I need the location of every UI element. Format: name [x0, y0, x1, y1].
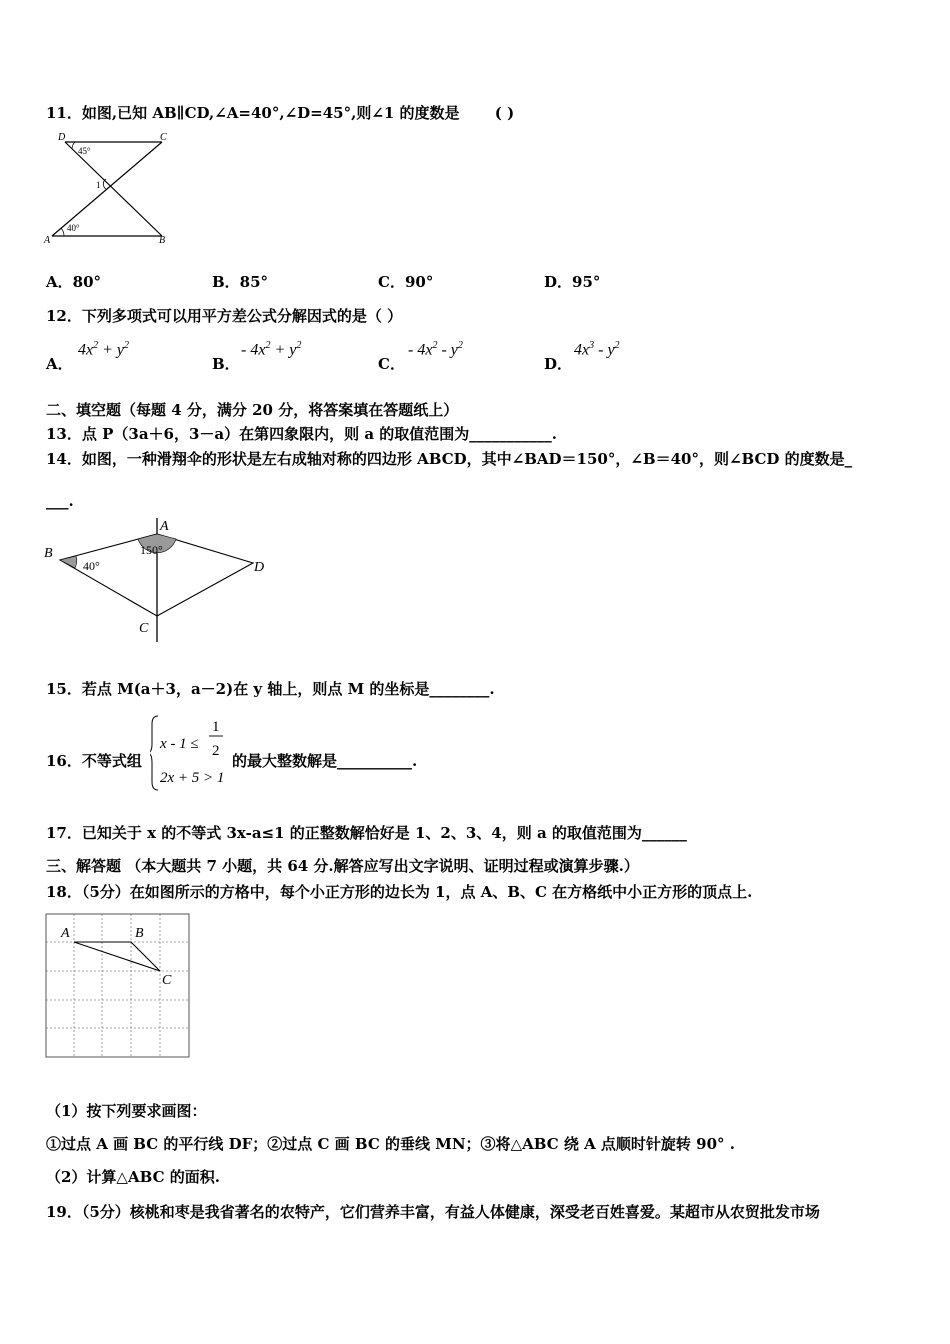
triangle-abc: [74, 942, 160, 971]
q11-stem: [46, 103, 514, 123]
q12-d-pre: 4x: [574, 341, 590, 359]
q12-c-mid: - y: [437, 341, 458, 359]
q12-a-sup1: 2: [93, 340, 99, 351]
q12-c-sup2: 2: [457, 340, 463, 351]
q12-option-d-expr: [574, 340, 620, 359]
q12-c-pre: - 4x: [408, 341, 433, 359]
label-c: C: [162, 973, 172, 988]
label-angle-150: 150°: [140, 543, 163, 557]
q14-figure: [40, 512, 280, 642]
q14-text: 14．如图，一种滑翔伞的形状是左右成轴对称的四边形 ABCD，其中∠BAD＝150°，∠B＝40°，则∠BCD 的度数是_: [46, 450, 853, 468]
q16-system: [150, 714, 240, 792]
q16-frac-den: 2: [212, 743, 220, 759]
label-b: B: [135, 926, 144, 941]
q19-text: 19．（5分）核桃和枣是我省著名的农特产，它们营养丰富，有益人体健康，深受老百姓喜爱。某超市从农贸批发市场: [46, 1203, 820, 1221]
q12-option-b-label[interactable]: B．: [212, 355, 240, 373]
q16-ineq1: x - 1 ≤: [160, 736, 199, 752]
q18-grid-figure: [44, 912, 192, 1060]
q12-c-sup1: 2: [432, 340, 438, 351]
angle-1-arc: [103, 179, 106, 189]
label-angle-40: 40°: [67, 223, 80, 233]
q15-text: 15．若点 M(a＋3，a－2)在 y 轴上，则点 M 的坐标是________.: [46, 680, 495, 698]
q12-b-sup1: 2: [265, 340, 271, 351]
q12-a-pre: 4x: [78, 341, 94, 359]
q12-d-mid: - y: [594, 341, 615, 359]
label-d: D: [254, 560, 265, 575]
q16-ineq2: 2x + 5 > 1: [160, 770, 225, 786]
q11-option-c[interactable]: C．90°: [378, 273, 434, 291]
q12-option-a-label[interactable]: A．: [46, 355, 73, 373]
q12-b-mid: + y: [270, 341, 297, 359]
label-a: A: [160, 519, 169, 534]
label-angle-1: 1: [96, 180, 101, 190]
q12-option-c-label[interactable]: C．: [378, 355, 405, 373]
q12-option-d-label[interactable]: D．: [544, 355, 573, 373]
q12-stem: 12．下列多项式可以用平方差公式分解因式的是（ ）: [46, 307, 403, 325]
q12-a-sup2: 2: [124, 340, 130, 351]
angle-a-arc: [61, 228, 64, 236]
q17-text: 17．已知关于 x 的不等式 3x-a≤1 的正整数解恰好是 1、2、3、4，则 a 的取值范围为______: [46, 824, 687, 842]
q11-answer-paren: ( ): [494, 104, 515, 122]
q12-b-pre: - 4x: [241, 341, 266, 359]
q12-d-sup2: 2: [614, 340, 620, 351]
label-a: A: [61, 926, 70, 941]
q16-prefix: 16．不等式组: [46, 752, 142, 770]
q16-frac-num: 1: [212, 719, 220, 735]
label-c: C: [139, 621, 149, 636]
q12-a-mid: + y: [98, 341, 125, 359]
angle-d-arc: [72, 142, 75, 149]
q12-option-b-expr: [241, 340, 301, 359]
section-3-title: 三、解答题 （本大题共 7 小题，共 64 分.解答应写出文字说明、证明过程或演算步骤.）: [46, 857, 639, 875]
q14-text-cont: ___.: [46, 492, 74, 510]
q18-text: 18．（5分）在如图所示的方格中，每个小正方形的边长为 1，点 A、B、C 在方格纸中小正方形的顶点上.: [46, 883, 753, 901]
label-c: C: [160, 132, 167, 143]
q11-figure: [40, 130, 175, 246]
line-db: [65, 142, 162, 236]
q18-part1-detail: ①过点 A 画 BC 的平行线 DF；②过点 C 画 BC 的垂线 MN；③将△ABC 绕 A 点顺时针旋转 90° .: [46, 1135, 735, 1153]
label-angle-40: 40°: [83, 559, 100, 573]
label-a: A: [44, 235, 51, 246]
section-2-title: 二、填空题（每题 4 分，满分 20 分，将答案填在答题纸上）: [46, 401, 459, 419]
q18-part1: （1）按下列要求画图：: [46, 1102, 207, 1120]
q18-part2: （2）计算△ABC 的面积.: [46, 1168, 220, 1186]
label-b: B: [44, 546, 53, 561]
q12-d-sup1: 3: [589, 340, 595, 351]
q11-option-b[interactable]: B．85°: [212, 273, 269, 291]
q12-b-sup2: 2: [296, 340, 302, 351]
label-angle-45: 45°: [78, 146, 91, 156]
label-b: B: [159, 235, 166, 246]
q12-option-c-expr: [408, 340, 463, 359]
line-ac: [52, 142, 162, 236]
q16-suffix: 的最大整数解是__________.: [232, 752, 418, 770]
q13-text: 13．点 P（3a＋6，3－a）在第四象限内，则 a 的取值范围为___________.: [46, 425, 558, 443]
q12-option-a-expr: [78, 340, 129, 359]
q11-option-a[interactable]: A．80°: [46, 273, 102, 291]
q11-stem-text: 11．如图,已知 AB∥CD,∠A=40°,∠D=45°,则∠1 的度数是: [46, 104, 460, 122]
brace: [150, 716, 158, 790]
label-d: D: [58, 132, 66, 143]
q11-option-d[interactable]: D．95°: [544, 273, 601, 291]
